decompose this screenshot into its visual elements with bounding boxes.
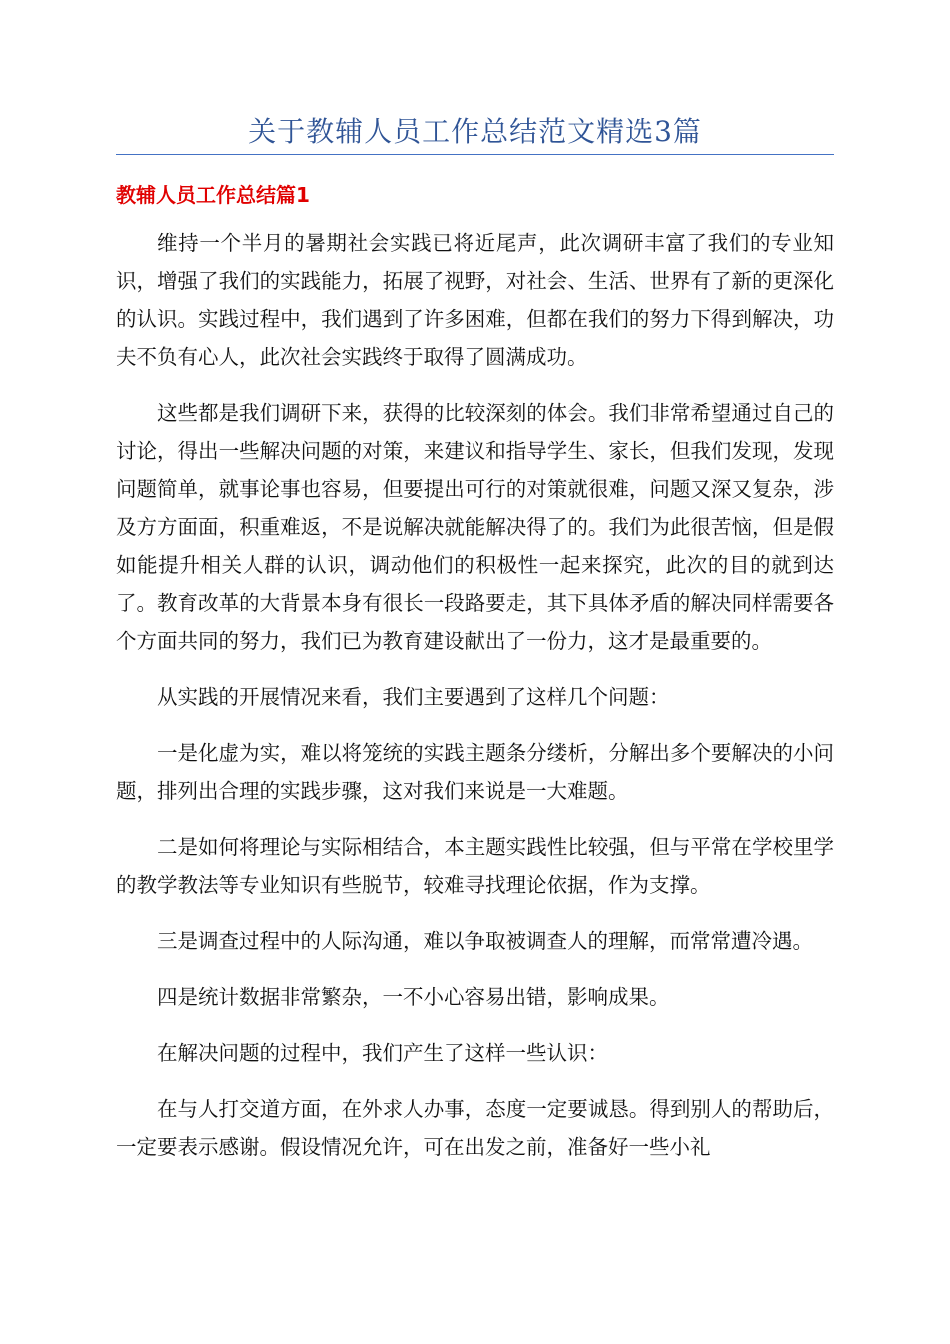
document-body <box>116 224 834 1184</box>
section-heading: 教辅人员工作总结篇1 <box>116 183 310 207</box>
paragraph: 这些都是我们调研下来，获得的比较深刻的体会。我们非常希望通过自己的讨论，得出一些解决问题的对策，来建议和指导学生、家长，但我们发现，发现问题简单，就事论事也容易，但要提出可行的对策就很难，问题又深又复杂，涉及方方面面，积重难返，不是说解决就能解决得了的。我们为此很苦恼，但是假如能提升相关人群的认识，调动他们的积极性一起来探究，此次的目的就到达了。教育改革的大背景本身有很长一段路要走，其下具体矛盾的解决同样需要各个方面共同的努力，我们已为教育建设献出了一份力，这才是最重要的。 <box>116 401 834 653</box>
paragraph: 三是调查过程中的人际沟通，难以争取被调查人的理解，而常常遭冷遇。 <box>157 929 813 953</box>
paragraph: 四是统计数据非常繁杂，一不小心容易出错，影响成果。 <box>157 985 670 1009</box>
paragraph: 维持一个半月的暑期社会实践已将近尾声，此次调研丰富了我们的专业知识，增强了我们的实践能力，拓展了视野，对社会、生活、世界有了新的更深化的认识。实践过程中，我们遇到了许多困难，但都在我们的努力下得到解决，功夫不负有心人，此次社会实践终于取得了圆满成功。 <box>116 231 834 369</box>
paragraph: 一是化虚为实，难以将笼统的实践主题条分缕析，分解出多个要解决的小问题，排列出合理的实践步骤，这对我们来说是一大难题。 <box>116 741 834 803</box>
paragraph: 在与人打交道方面，在外求人办事，态度一定要诚恳。得到别人的帮助后，一定要表示感谢。假设情况允许，可在出发之前，准备好一些小礼 <box>116 1097 834 1159</box>
document-title: 关于教辅人员工作总结范文精选3篇 <box>248 115 702 148</box>
title-divider <box>116 154 834 155</box>
paragraph: 在解决问题的过程中，我们产生了这样一些认识： <box>157 1041 608 1065</box>
paragraph: 二是如何将理论与实际相结合，本主题实践性比较强，但与平常在学校里学的教学教法等专业知识有些脱节，较难寻找理论依据，作为支撑。 <box>116 835 834 897</box>
paragraph: 从实践的开展情况来看，我们主要遇到了这样几个问题： <box>157 685 670 709</box>
